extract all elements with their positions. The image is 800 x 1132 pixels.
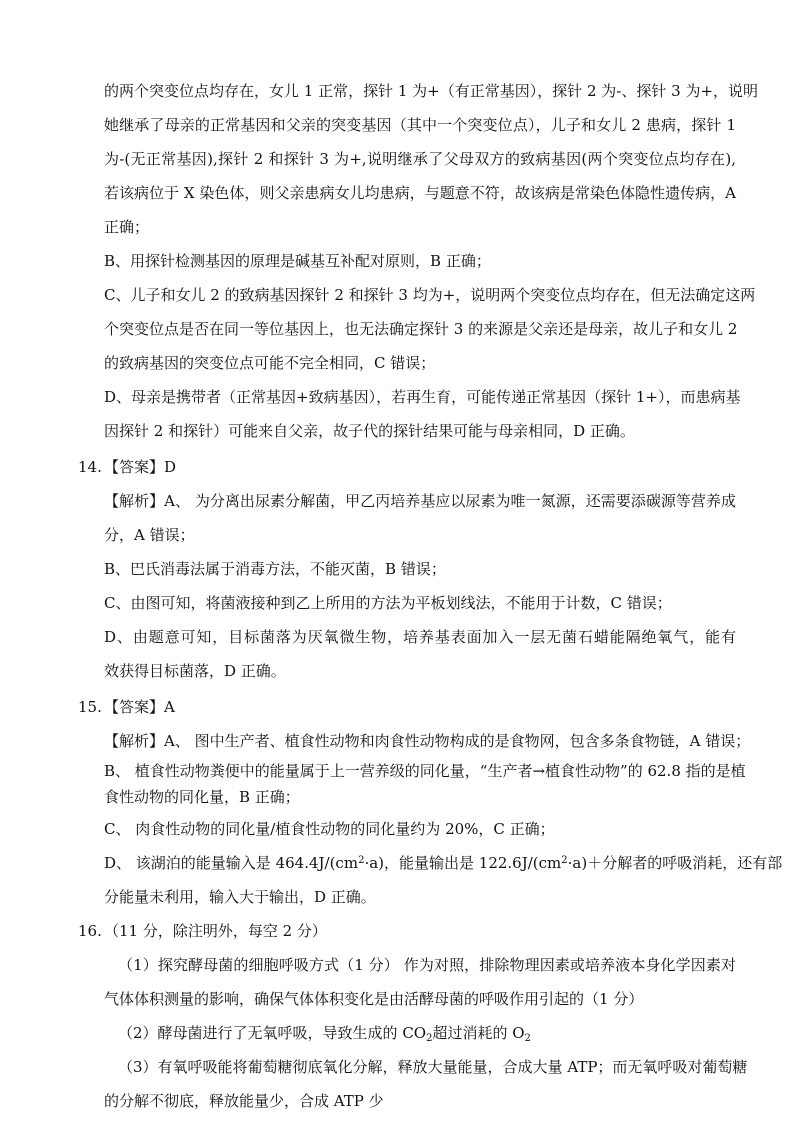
q15-d-text-1: D、 该湖泊的能量输入是 464.4J/(cm xyxy=(104,854,359,872)
q13-line-1: 的两个突变位点均存在，女儿 1 正常，探针 1 为+（有正常基因），探针 2 为-、探针 3 为+，说明 xyxy=(104,82,759,100)
q16-part2-sub-2: 2 xyxy=(524,1033,531,1044)
q15-d-text-2: ·a)，能量输出是 122.6J/(cm xyxy=(364,854,562,872)
q14-analysis-line-1: 【解析】A、 为分离出尿素分解菌，甲乙丙培养基应以尿素为唯一氮源，还需要添碳源等营养成 xyxy=(104,492,736,510)
q16-heading: （11 分，除注明外，每空 2 分） xyxy=(104,922,327,940)
q14-option-d-line-2: 效获得目标菌落，D 正确。 xyxy=(104,662,286,680)
q15-d-sup-2: 2 xyxy=(561,855,568,866)
q16-part2-sub-1: 2 xyxy=(426,1033,433,1044)
q15-number: 15. xyxy=(78,698,102,716)
q14-option-c: C、由图可知，将菌液接种到乙上所用的方法为平板划线法，不能用于计数，C 错误； xyxy=(104,594,672,612)
q16-part1-line-1: （1）探究酵母菌的细胞呼吸方式（1 分） 作为对照，排除物理因素或培养液本身化学因素对 xyxy=(118,956,736,974)
q15-option-b-line-2: 食性动物的同化量，B 正确； xyxy=(104,788,300,806)
q13-line-3: 为-(无正常基因),探针 2 和探针 3 为+,说明继承了父母双方的致病基因(两个突变位点均存在), xyxy=(104,150,736,168)
q15-d-text-3: ·a)＋分解者的呼吸消耗，还有部 xyxy=(567,854,783,872)
q13-option-c-line-2: 个突变位点是否在同一等位基因上，也无法确定探针 3 的来源是父亲还是母亲，故儿子和女儿 2 xyxy=(104,320,738,338)
q13-option-d-line-1: D、母亲是携带者（正常基因+致病基因），若再生育，可能传递正常基因（探针 1+），而患病基 xyxy=(104,388,741,406)
q16-part2 xyxy=(118,1022,736,1044)
q13-option-d-line-2: 因探针 2 和探针）可能来自父亲，故子代的探针结果可能与母亲相同，D 正确。 xyxy=(104,422,635,440)
q13-line-4: 若该病位于 X 染色体，则父亲患病女儿均患病，与题意不符，故该病是常染色体隐性遗传病，A xyxy=(104,184,736,202)
q16-part3-line-2: 的分解不彻底，释放能量少，合成 ATP 少 xyxy=(104,1092,384,1110)
q15-option-d-line-2: 分能量未利用，输入大于输出，D 正确。 xyxy=(104,888,376,906)
q15-analysis-a: 【解析】A、 图中生产者、植食性动物和肉食性动物构成的是食物网，包含多条食物链，A 错误； xyxy=(104,732,751,750)
q14-answer: 【答案】D xyxy=(104,458,177,476)
q13-line-2: 她继承了母亲的正常基因和父亲的突变基因（其中一个突变位点），儿子和女儿 2 患病，探针 1 xyxy=(104,116,736,134)
q16-part2-text-1: （2）酵母菌进行了无氧呼吸，导致生成的 CO xyxy=(118,1024,427,1042)
q15-option-c: C、 肉食性动物的同化量/植食性动物的同化量约为 20%，C 正确； xyxy=(104,820,555,838)
q16-part1-line-2: 气体体积测量的影响，确保气体体积变化是由活酵母菌的呼吸作用引起的（1 分） xyxy=(104,990,644,1008)
q16-number: 16. xyxy=(78,922,102,940)
q14-option-d-line-1: D、由题意可知，目标菌落为厌氧微生物，培养基表面加入一层无菌石蜡能隔绝氧气，能有 xyxy=(104,628,736,646)
q13-option-c-line-1: C、儿子和女儿 2 的致病基因探针 2 和探针 3 均为+，说明两个突变位点均存在，但无法确定这两 xyxy=(104,286,756,304)
q13-line-5: 正确； xyxy=(104,218,150,236)
q15-option-b-line-1: B、 植食性动物粪便中的能量属于上一营养级的同化量，“生产者→植食性动物”的 62.8 指的是植 xyxy=(104,762,746,780)
q14-option-b: B、巴氏消毒法属于消毒方法，不能灭菌，B 错误； xyxy=(104,560,446,578)
q14-number: 14. xyxy=(78,458,102,476)
q13-option-b: B、用探针检测基因的原理是碱基互补配对原则，B 正确； xyxy=(104,252,491,270)
q16-part3-line-1: （3）有氧呼吸能将葡萄糖彻底氧化分解，释放大量能量，合成大量 ATP；而无氧呼吸对葡萄糖 xyxy=(118,1058,748,1076)
q15-d-sup-1: 2 xyxy=(358,855,365,866)
q14-analysis-line-2: 分，A 错误； xyxy=(104,526,195,544)
q15-answer: 【答案】A xyxy=(104,698,175,716)
q13-option-c-line-3: 的致病基因的突变位点可能不完全相同，C 错误； xyxy=(104,354,436,372)
q15-option-d-line-1 xyxy=(104,852,783,874)
q16-part2-text-2: 超过消耗的 O xyxy=(432,1024,525,1042)
